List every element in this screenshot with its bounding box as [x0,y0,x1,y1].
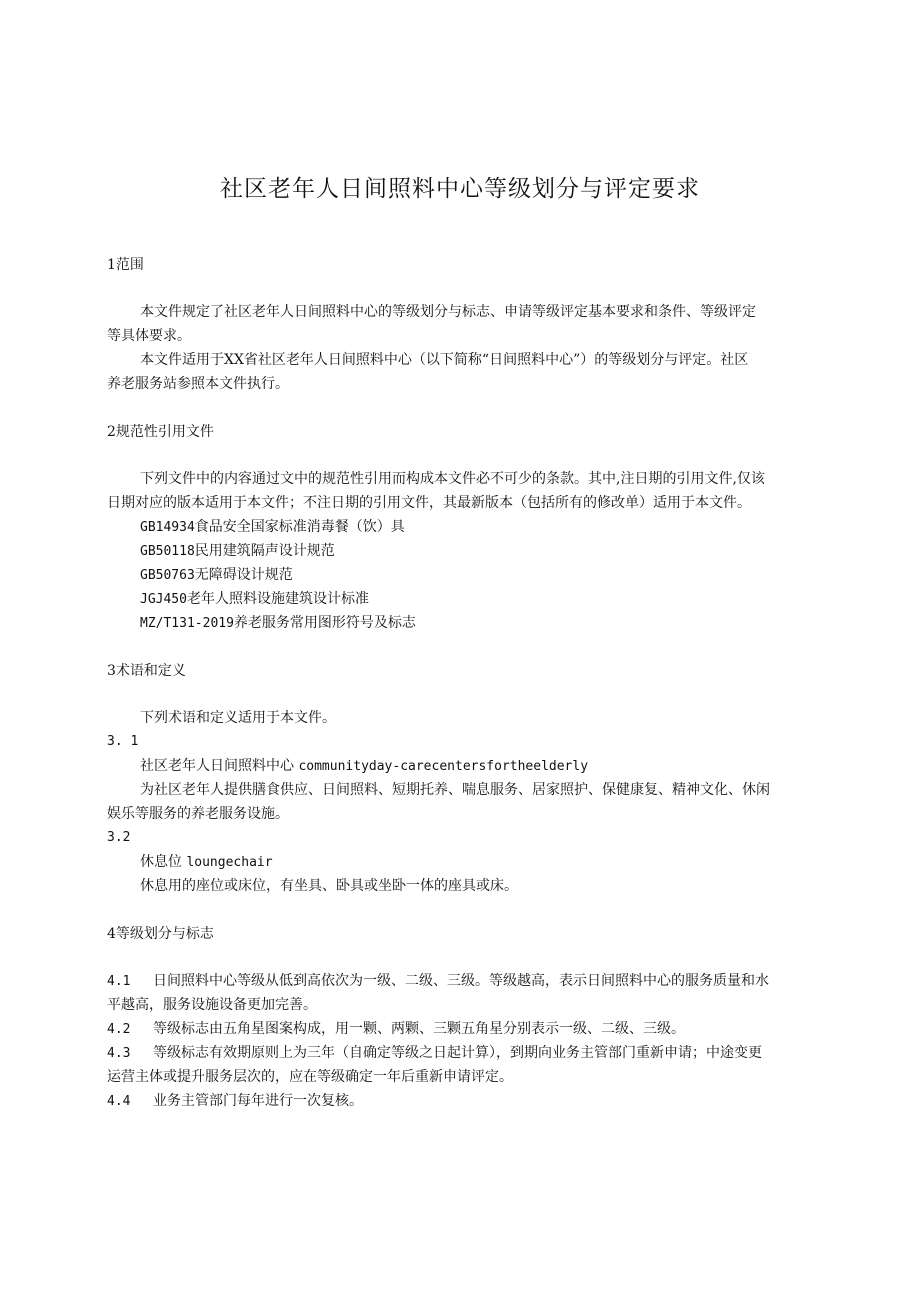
reference-code: GB14934 [140,520,195,535]
term-1-title [140,756,588,777]
section-2-heading: 2规范性引用文件 [107,424,214,440]
term-2-number: 3.2 [107,830,131,845]
clause-4-3-line-1 [107,1043,762,1064]
reference-item [140,589,369,610]
reference-name: 食品安全国家标准消毒餐（饮）具 [194,519,405,535]
clause-text: 日间照料中心等级从低到高依次为一级、二级、三级。等级越高，表示日间照料中心的服务质量和水 [153,973,769,989]
section-1-para-2-line-1: 本文件适用于XX省社区老年人日间照料中心（以下简称“日间照料中心”）的等级划分与评定。社区 [140,352,749,368]
reference-code: GB50118 [140,544,195,559]
section-2-para-line-1: 下列文件中的内容通过文中的规范性引用而构成本文件必不可少的条款。其中,注日期的引用文件,仅该 [140,471,765,487]
term-2-zh: 休息位 [140,854,182,870]
reference-name: 民用建筑隔声设计规范 [194,543,335,559]
term-1-number: 3. 1 [107,734,139,749]
section-3-heading: 3术语和定义 [107,663,186,679]
term-1-definition-line-2: 娱乐等服务的养老服务设施。 [107,806,289,822]
term-2-en: loungechair [186,855,273,870]
term-2-definition: 休息用的座位或床位，有坐具、卧具或坐卧一体的座具或床。 [140,878,518,894]
reference-item [140,565,293,586]
section-1-para-1-line-1: 本文件规定了社区老年人日间照料中心的等级划分与标志、申请等级评定基本要求和条件、等级评定 [140,304,756,320]
section-4-heading: 4等级划分与标志 [107,926,214,942]
clause-number: 4.2 [107,1022,131,1037]
document-title: 社区老年人日间照料中心等级划分与评定要求 [220,176,700,202]
reference-item [140,517,405,538]
clause-number: 4.4 [107,1094,131,1109]
reference-name: 老年人照料设施建筑设计标准 [186,591,369,607]
term-2-title [140,852,273,873]
clause-4-1-line-2: 平越高，服务设施设备更加完善。 [107,997,317,1013]
reference-item [140,613,416,634]
reference-code: GB50763 [140,568,195,583]
reference-code: MZ/T131-2019 [140,616,234,631]
clause-text: 等级标志由五角星图案构成，用一颗、两颗、三颗五角星分别表示一级、二级、三级。 [153,1021,685,1037]
section-1-para-1-line-2: 等具体要求。 [107,328,191,344]
section-1-para-2-line-2: 养老服务站参照本文件执行。 [107,376,289,392]
section-1-heading: 1范围 [107,257,144,273]
clause-4-4 [107,1091,363,1112]
clause-text: 业务主管部门每年进行一次复核。 [153,1093,363,1109]
reference-code: JGJ450 [140,592,187,607]
term-1-zh: 社区老年人日间照料中心 [140,758,294,774]
clause-number: 4.3 [107,1046,131,1061]
clause-4-2 [107,1019,685,1040]
clause-text: 等级标志有效期原则上为三年（自确定等级之日起计算），到期向业务主管部门重新申请；中途变更 [153,1045,762,1061]
section-3-intro: 下列术语和定义适用于本文件。 [140,710,336,726]
clause-number: 4.1 [107,974,131,989]
reference-item [140,541,335,562]
clause-4-1-line-1 [107,971,769,992]
term-1-en: communityday-carecentersfortheelderly [298,759,589,774]
clause-4-3-line-2: 运营主体或提升服务层次的，应在等级确定一年后重新申请评定。 [107,1069,513,1085]
term-1-definition-line-1: 为社区老年人提供膳食供应、日间照料、短期托养、喘息服务、居家照护、保健康复、精神文化、休闲 [140,782,770,798]
section-2-para-line-2: 日期对应的版本适用于本文件；不注日期的引用文件，其最新版本（包括所有的修改单）适用于本文件。 [107,495,751,511]
reference-name: 无障碍设计规范 [194,567,293,583]
reference-name: 养老服务常用图形符号及标志 [233,615,416,631]
